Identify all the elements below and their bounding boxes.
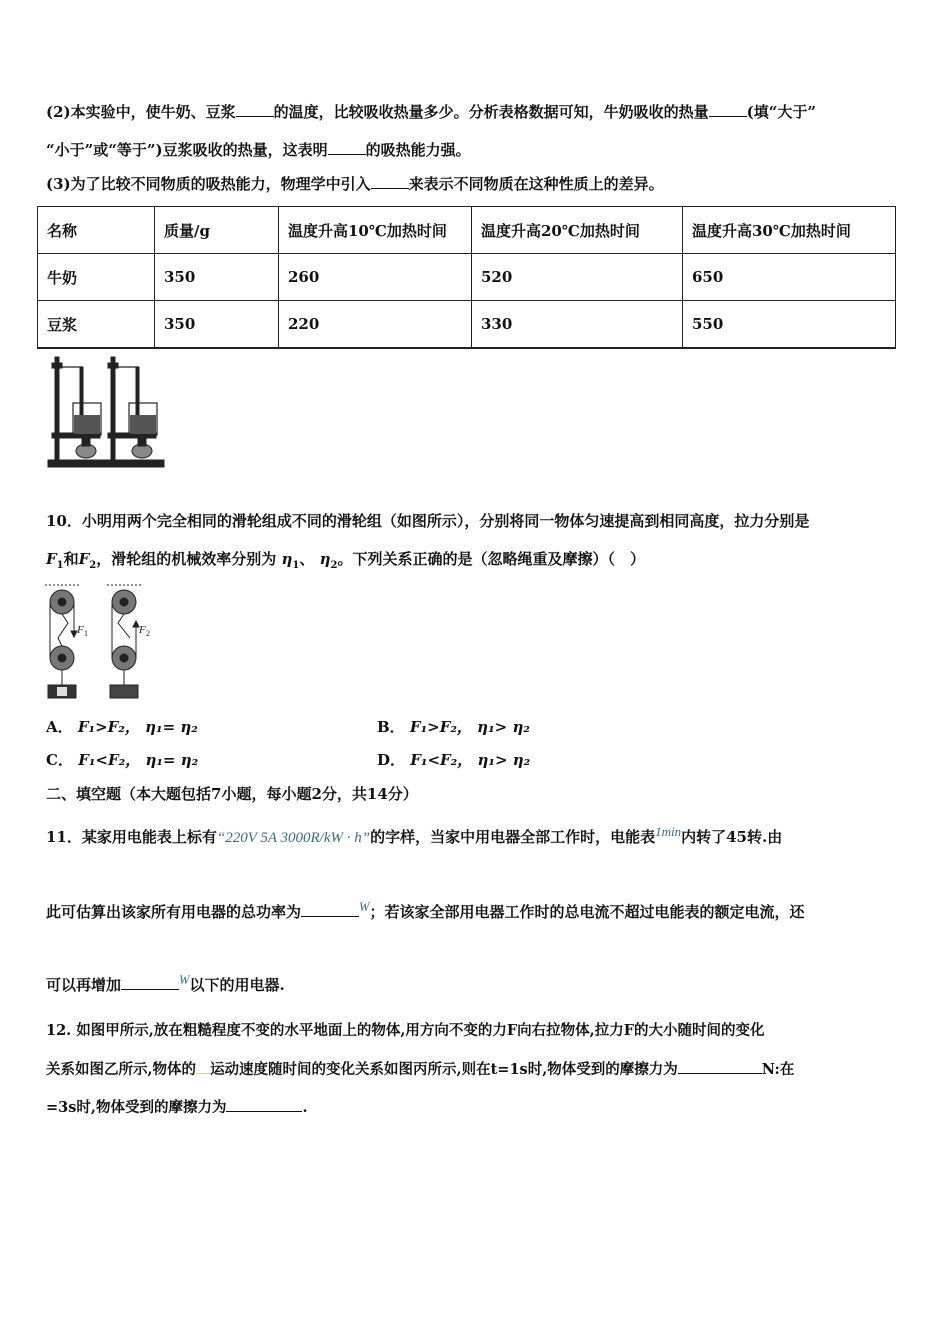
option-efficiency: η₁> η₂ <box>477 718 530 736</box>
text: 关系如图乙所示,物体的 <box>46 1061 197 1078</box>
meter-rating-formula: “220V 5A 3000R/kW · h” <box>216 830 371 846</box>
text: 内转了45转.由 <box>681 828 783 846</box>
text: 以下的用电器. <box>189 976 285 994</box>
heating-time-table <box>37 206 896 349</box>
text: . <box>302 1099 308 1116</box>
text: 此可估算出该家所有用电器的总功率为 <box>46 903 302 921</box>
table-cell: 350 <box>155 254 279 301</box>
text: 11．某家用电能表上标有 <box>46 828 217 846</box>
beaker-heating-figure <box>46 353 166 471</box>
text: ；若该家全部用电器工作时的总电流不超过电能表的额定电流，还 <box>369 903 805 921</box>
option-a[interactable] <box>46 717 198 737</box>
text: 可以再增加 <box>46 976 122 994</box>
table-row <box>38 254 896 301</box>
table-cell: 350 <box>155 301 279 349</box>
unit-watt: W <box>179 973 190 987</box>
q12-line2 <box>46 1059 794 1080</box>
text: (2)本实验中，使牛奶、豆浆 <box>46 103 236 121</box>
q12-line3 <box>46 1097 308 1118</box>
text: 和 <box>63 550 79 568</box>
text: 。下列关系正确的是（忽略绳重及摩擦）（ ） <box>337 550 646 568</box>
q10-stem-line2: $F_1$和$F_2$，滑轮组的机械效率分别为 $\eta_1$、 $\eta_2$。下列关系正确的是（忽略绳重及摩擦）（ ） <box>46 550 646 571</box>
option-efficiency: η₁> η₂ <box>477 751 531 769</box>
q9-part2-line2 <box>46 140 471 160</box>
q11-line3 <box>46 970 285 995</box>
text: (填“大于” <box>746 103 817 121</box>
table-header-cell: 温度升高10℃加热时间 <box>279 207 472 254</box>
table-cell: 330 <box>472 301 683 349</box>
pulley-icon <box>45 585 88 698</box>
table-cell: 牛奶 <box>38 254 155 301</box>
text: 、 <box>299 550 315 568</box>
pulley-icon <box>107 585 150 698</box>
option-efficiency: η₁= η₂ <box>145 718 198 736</box>
option-d[interactable] <box>377 750 530 770</box>
text: (3)为了比较不同物质的吸热能力，物理学中引入 <box>46 175 371 193</box>
svg-text:1: 1 <box>84 629 88 638</box>
text: “小于”或“等于”)豆浆吸收的热量，这表明 <box>46 141 328 159</box>
text: 运动速度随时间的变化关系如图丙所示,则在t=1s时,物体受到的摩擦力为 <box>210 1061 678 1078</box>
q9-part3 <box>46 174 664 194</box>
option-force: F₁<F₂， <box>410 751 473 769</box>
table-cell: 520 <box>472 254 683 301</box>
table-header-cell: 温度升高30℃加热时间 <box>683 207 896 254</box>
answer-blank[interactable] <box>709 102 747 117</box>
text: ，滑轮组的机械效率分别为 <box>96 550 277 568</box>
answer-blank[interactable] <box>226 1097 302 1112</box>
unit-watt: W <box>359 900 370 914</box>
option-force: F₁<F₂， <box>78 751 141 769</box>
var-eta: η <box>319 550 331 568</box>
svg-text:F: F <box>77 624 84 636</box>
option-force: F₁>F₂， <box>77 718 140 736</box>
q11-line1 <box>46 822 782 848</box>
q11-line2 <box>46 897 804 922</box>
table-cell: 豆浆 <box>38 301 155 349</box>
table-cell: 260 <box>279 254 472 301</box>
table-header-row <box>38 207 896 254</box>
svg-text:F: F <box>139 624 146 636</box>
answer-blank[interactable] <box>371 174 409 189</box>
pulley-system-figure <box>40 583 170 701</box>
text: =3s时,物体受到的摩擦力为 <box>46 1099 227 1116</box>
var-f: F <box>78 550 90 568</box>
beaker-stand-icon <box>104 357 164 467</box>
svg-text:2: 2 <box>146 629 150 638</box>
text: N:在 <box>761 1061 795 1078</box>
section-heading: 二、填空题（本大题包括7小题，每小题2分，共14分） <box>46 785 418 803</box>
answer-blank[interactable] <box>328 140 366 155</box>
option-letter: A． <box>46 718 73 736</box>
var-f: F <box>46 550 57 568</box>
text: 的字样，当家中用电器全部工作时，电能表 <box>370 828 656 846</box>
option-b[interactable] <box>377 717 530 737</box>
text: 的吸热能力强。 <box>365 141 471 159</box>
table-row <box>38 301 896 349</box>
answer-blank[interactable] <box>678 1059 762 1074</box>
time-formula: 1min <box>655 824 682 839</box>
option-c[interactable] <box>46 750 198 770</box>
answer-blank[interactable] <box>236 102 274 117</box>
table-header-cell: 质量/g <box>155 207 279 254</box>
option-letter: C． <box>46 751 73 769</box>
answer-blank[interactable] <box>196 1059 210 1074</box>
table-cell: 220 <box>279 301 472 349</box>
q10-stem-line1: 10．小明用两个完全相同的滑轮组成不同的滑轮组（如图所示），分别将同一物体匀速提高到相同高度，拉力分别是 <box>46 512 810 530</box>
table-header-cell: 温度升高20℃加热时间 <box>472 207 683 254</box>
beaker-stand-icon <box>48 357 108 467</box>
answer-blank[interactable] <box>121 975 179 990</box>
q12-line1: 12. 如图甲所示,放在粗糙程度不变的水平地面上的物体,用方向不变的力F向右拉物体,拉力F的大小随时间的变化 <box>46 1022 765 1039</box>
q9-part2-line1 <box>46 102 816 122</box>
option-letter: B． <box>377 718 405 736</box>
table-header-cell: 名称 <box>38 207 155 254</box>
option-letter: D． <box>377 751 406 769</box>
var-eta: η <box>281 550 293 568</box>
table-cell: 650 <box>683 254 896 301</box>
option-force: F₁>F₂， <box>409 718 472 736</box>
text: 来表示不同物质在这种性质上的差异。 <box>408 175 664 193</box>
table-cell: 550 <box>683 301 896 349</box>
text: 的温度，比较吸收热量多少。分析表格数据可知，牛奶吸收的热量 <box>273 103 709 121</box>
option-efficiency: η₁= η₂ <box>145 751 199 769</box>
answer-blank[interactable] <box>301 902 359 917</box>
